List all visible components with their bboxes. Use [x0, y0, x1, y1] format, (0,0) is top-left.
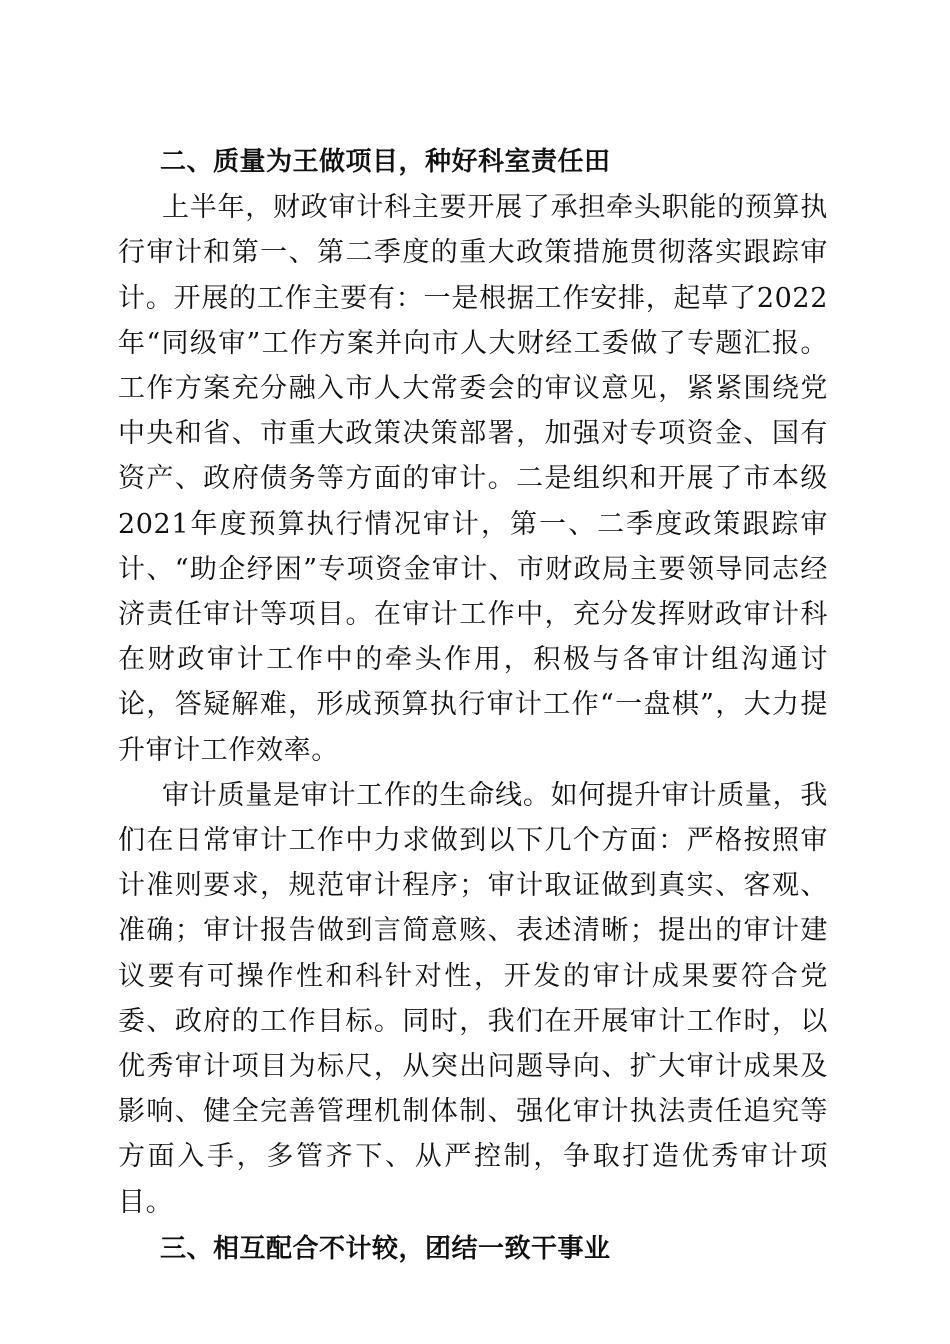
paragraph-audit-quality: 审计质量是审计工作的生命线。如何提升审计质量，我们在日常审计工作中力求做到以下几个方面：严格按照审计准则要求，规范审计程序；审计取证做到真实、客观、准确；审计报告做到言简意赅、表述清晰；提出的审计建议要有可操作性和科针对性，开发的审计成果要符合党委、政府的工作目标。同时，我们在开展审计工作时，以优秀审计项目为标尺，从突出问题导向、扩大审计成果及影响、健全完善管理机制体制、强化审计执法责任追究等方面入手，多管齐下、从严控制，争取打造优秀审计项目。 — [118, 779, 828, 1218]
paragraph-work-overview: 上半年，财政审计科主要开展了承担牵头职能的预算执行审计和第一、第二季度的重大政策措施贯彻落实跟踪审计。开展的工作主要有：一是根据工作安排，起草了2022年“同级审”工作方案并向市人大财经工委做了专题汇报。工作方案充分融入市人大常委会的审议意见，紧紧围绕党中央和省、市重大政策决策部署，加强对专项资金、国有资产、政府债务等方面的审计。二是组织和开展了市本级2021年度预算执行情况审计，第一、二季度政策跟踪审计、“助企纾困”专项资金审计、市财政局主要领导同志经济责任审计等项目。在审计工作中，充分发挥财政审计科在财政审计工作中的牵头作用，积极与各审计组沟通讨论，答疑解难，形成预算执行审计工作“一盘棋”，大力提升审计工作效率。 — [118, 192, 828, 766]
document-body — [118, 140, 828, 1272]
section-heading-two: 二、质量为王做项目，种好科室责任田 — [160, 147, 611, 177]
section-heading-three: 三、相互配合不计较，团结一致干事业 — [160, 1233, 611, 1264]
